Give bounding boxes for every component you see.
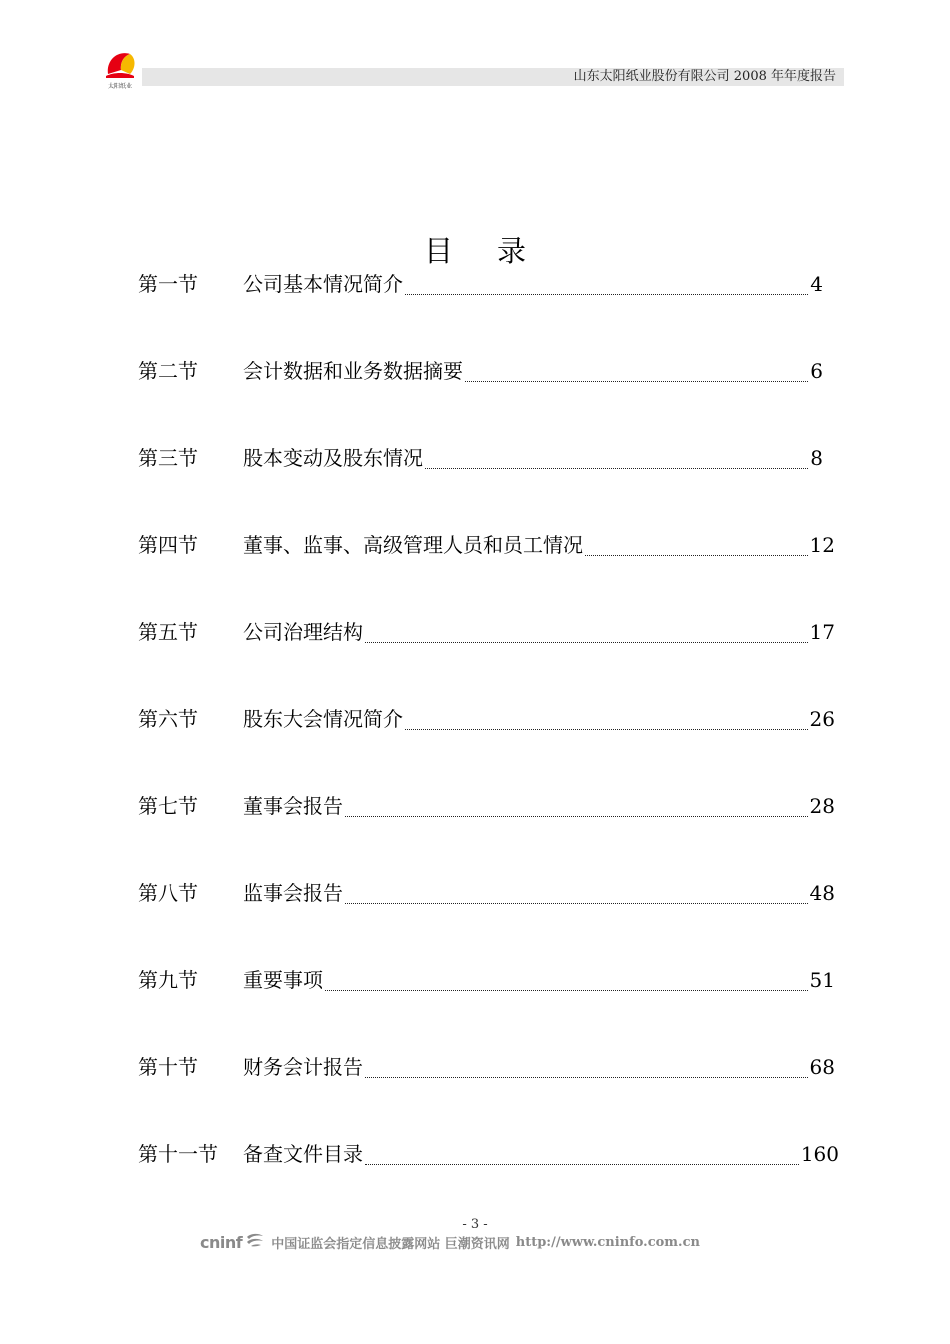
footer-site-text: 中国证监会指定信息披露网站 巨潮资讯网 (271, 1236, 510, 1252)
toc-page: 28 (809, 794, 835, 818)
toc-leader-dots (465, 361, 808, 382)
toc-line (243, 968, 835, 992)
company-logo (100, 48, 140, 92)
toc-line (243, 1142, 839, 1166)
toc-entry[interactable] (138, 1045, 838, 1132)
report-title: 山东太阳纸业股份有限公司 2008 年年度报告 (573, 69, 836, 84)
toc-page: 160 (800, 1142, 839, 1166)
cninfo-swirl-icon (245, 1232, 265, 1252)
toc-leader-dots (405, 709, 808, 730)
toc-entry[interactable] (138, 523, 838, 610)
toc-list (138, 262, 838, 1219)
toc-section: 第一节 (138, 272, 198, 296)
toc-section: 第三节 (138, 446, 198, 470)
toc-entry[interactable] (138, 610, 838, 697)
toc-leader-dots (345, 796, 808, 817)
toc-line (243, 794, 835, 818)
toc-line (243, 620, 835, 644)
toc-line (243, 707, 835, 731)
toc-entry[interactable] (138, 436, 838, 523)
toc-line (243, 881, 835, 905)
toc-section: 第八节 (138, 881, 198, 905)
page-number: - 3 - (462, 1217, 488, 1232)
sun-logo-icon (100, 48, 140, 82)
toc-page: 8 (810, 446, 823, 470)
toc-entry[interactable] (138, 958, 838, 1045)
toc-section: 第四节 (138, 533, 198, 557)
toc-section: 第九节 (138, 968, 198, 992)
footer-url-link[interactable]: http://www.cninfo.com.cn (515, 1234, 700, 1250)
toc-page: 6 (810, 359, 823, 383)
footer (200, 1231, 700, 1253)
toc-leader-dots (365, 1057, 808, 1078)
toc-leader-dots (345, 883, 808, 904)
toc-label: 股东大会情况简介 (243, 707, 403, 731)
toc-label: 股本变动及股东情况 (243, 446, 423, 470)
toc-label: 财务会计报告 (243, 1055, 363, 1079)
toc-leader-dots (585, 535, 808, 556)
toc-entry[interactable] (138, 1132, 838, 1219)
toc-page: 48 (809, 881, 835, 905)
toc-section: 第十一节 (138, 1142, 218, 1166)
toc-section: 第六节 (138, 707, 198, 731)
toc-label: 公司治理结构 (243, 620, 363, 644)
toc-entry[interactable] (138, 262, 838, 349)
toc-label: 监事会报告 (243, 881, 343, 905)
toc-line (243, 272, 823, 296)
toc-line (243, 533, 835, 557)
toc-line (243, 1055, 835, 1079)
toc-section: 第五节 (138, 620, 198, 644)
toc-entry[interactable] (138, 697, 838, 784)
toc-leader-dots (365, 622, 808, 643)
toc-entry[interactable] (138, 871, 838, 958)
logo-text: 太阳纸业 (107, 83, 132, 90)
toc-label: 重要事项 (243, 968, 323, 992)
toc-page: 4 (810, 272, 823, 296)
toc-entry[interactable] (138, 784, 838, 871)
toc-leader-dots (325, 970, 808, 991)
toc-entry[interactable] (138, 349, 838, 436)
toc-label: 备查文件目录 (243, 1142, 363, 1166)
toc-section: 第十节 (138, 1055, 198, 1079)
toc-section: 第七节 (138, 794, 198, 818)
toc-page: 51 (809, 968, 835, 992)
toc-page: 17 (809, 620, 835, 644)
toc-label: 会计数据和业务数据摘要 (243, 359, 463, 383)
toc-leader-dots (405, 274, 808, 295)
toc-leader-dots (365, 1144, 799, 1165)
toc-line (243, 359, 823, 383)
toc-label: 董事会报告 (243, 794, 343, 818)
footer-brand: cninf (200, 1232, 243, 1252)
toc-leader-dots (425, 448, 808, 469)
toc-label: 公司基本情况简介 (243, 272, 403, 296)
toc-label: 董事、监事、高级管理人员和员工情况 (243, 533, 583, 557)
toc-title: 目录 (423, 234, 570, 269)
toc-page: 12 (809, 533, 835, 557)
toc-page: 26 (809, 707, 835, 731)
toc-page: 68 (809, 1055, 835, 1079)
toc-section: 第二节 (138, 359, 198, 383)
toc-line (243, 446, 823, 470)
header-band (142, 68, 844, 86)
